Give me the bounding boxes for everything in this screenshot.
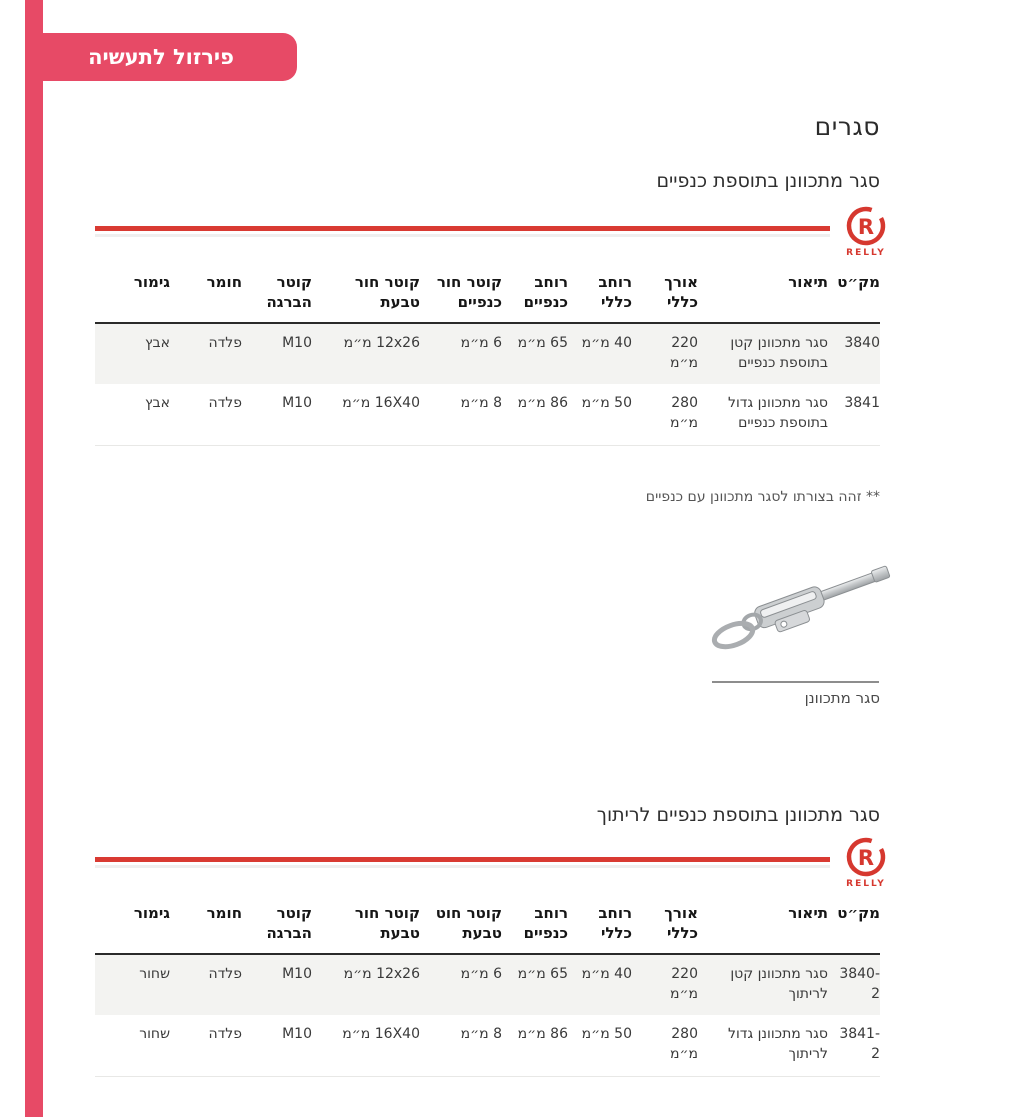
category-badge-label: פירזול לתעשיה bbox=[88, 45, 234, 69]
table-cell: 12x26 מ״מ bbox=[343, 965, 420, 982]
table-cell: 86 מ״מ bbox=[517, 395, 568, 412]
table-row bbox=[95, 384, 880, 445]
table-cell: שחור bbox=[139, 965, 170, 982]
table-cell: 8 מ״מ bbox=[460, 1026, 502, 1043]
table-cell: פלדה bbox=[208, 395, 242, 412]
table-cell: פלדה bbox=[208, 334, 242, 351]
column-header: רוחב כללי bbox=[568, 903, 632, 954]
product-photo bbox=[695, 548, 905, 678]
relly-logo-text: RELLY bbox=[846, 248, 886, 258]
table-cell: סגר מתכוונן גדול לריתוך bbox=[727, 1026, 828, 1063]
page-title: סגרים bbox=[814, 112, 880, 141]
table-cell: M10 bbox=[282, 965, 312, 982]
table-cell: M10 bbox=[282, 334, 312, 351]
column-header: קוטר חור טבעת bbox=[312, 272, 420, 323]
table-cell: פלדה bbox=[208, 965, 242, 982]
table-cell: סגר מתכוונן קטן בתוספת כנפיים bbox=[730, 334, 828, 371]
table-cell: 220 מ״מ bbox=[669, 334, 698, 371]
column-header: תיאור bbox=[698, 903, 828, 954]
column-header: מק״ט bbox=[828, 903, 880, 954]
column-header: מק״ט bbox=[828, 272, 880, 323]
spec-table-wings bbox=[95, 272, 880, 446]
table-cell: 12x26 מ״מ bbox=[343, 334, 420, 351]
column-header: רוחב כנפיים bbox=[502, 272, 568, 323]
table-row bbox=[95, 954, 880, 1016]
table-cell: 3840 bbox=[844, 334, 880, 351]
relly-logo-icon bbox=[845, 836, 887, 878]
table-cell: 280 מ״מ bbox=[669, 1026, 698, 1063]
section1-red-rule bbox=[95, 226, 830, 231]
table-cell: 16X40 מ״מ bbox=[342, 395, 420, 412]
table-cell: 40 מ״מ bbox=[581, 965, 632, 982]
table-cell: 220 מ״מ bbox=[669, 965, 698, 1002]
table-cell: 280 מ״מ bbox=[669, 395, 698, 432]
table-cell: 86 מ״מ bbox=[517, 1026, 568, 1043]
table-cell: M10 bbox=[282, 1026, 312, 1043]
figure-caption: סגר מתכוונן bbox=[804, 689, 880, 707]
table-row bbox=[95, 1015, 880, 1076]
table-cell: פלדה bbox=[208, 1026, 242, 1043]
table-cell: 3841 bbox=[844, 395, 880, 412]
table-cell: סגר מתכוונן קטן לריתוך bbox=[730, 965, 828, 1002]
column-header: קוטר חוט טבעת bbox=[420, 903, 502, 954]
table-cell: 50 מ״מ bbox=[581, 1026, 632, 1043]
table-cell: 3840-2 bbox=[839, 965, 880, 1002]
table-cell: 40 מ״מ bbox=[581, 334, 632, 351]
column-header: רוחב כנפיים bbox=[502, 903, 568, 954]
latch-illustration bbox=[695, 548, 905, 678]
column-header: גימור bbox=[95, 272, 170, 323]
column-header: רוחב כללי bbox=[568, 272, 632, 323]
table-cell: 50 מ״מ bbox=[581, 395, 632, 412]
column-header: חומר bbox=[170, 272, 242, 323]
column-header: קוטר חור טבעת bbox=[312, 903, 420, 954]
table-cell: סגר מתכוונן גדול בתוספת כנפיים bbox=[727, 395, 828, 432]
accent-side-bar bbox=[25, 0, 43, 1117]
column-header: קוטר הברגה bbox=[242, 272, 312, 323]
table-cell: שחור bbox=[139, 1026, 170, 1043]
spec-table-welding bbox=[95, 903, 880, 1077]
relly-logo bbox=[841, 205, 891, 258]
column-header: אורך כללי bbox=[632, 903, 698, 954]
column-header: אורך כללי bbox=[632, 272, 698, 323]
svg-text:R: R bbox=[857, 215, 875, 239]
section2-red-rule bbox=[95, 857, 830, 862]
table-cell: 65 מ״מ bbox=[517, 334, 568, 351]
section1-subtitle: סגר מתכוונן בתוספת כנפיים bbox=[656, 170, 880, 192]
footnote: ** זהה בצורתו לסגר מתכוונן עם כנפיים bbox=[645, 489, 880, 505]
column-header: קוטר חור כנפיים bbox=[420, 272, 502, 323]
section1-gray-rule bbox=[95, 234, 830, 237]
table-cell: 8 מ״מ bbox=[460, 395, 502, 412]
svg-text:R: R bbox=[857, 846, 875, 870]
column-header: גימור bbox=[95, 903, 170, 954]
figure-caption-rule bbox=[712, 681, 879, 683]
relly-logo-icon bbox=[845, 205, 887, 247]
table-header-row bbox=[95, 272, 880, 323]
table-cell: אבץ bbox=[144, 395, 170, 412]
column-header: תיאור bbox=[698, 272, 828, 323]
category-badge bbox=[25, 33, 297, 81]
section2-gray-rule bbox=[95, 865, 830, 868]
relly-logo bbox=[841, 836, 891, 889]
table-cell: 6 מ״מ bbox=[460, 965, 502, 982]
table-cell: M10 bbox=[282, 395, 312, 412]
table-cell: 16X40 מ״מ bbox=[342, 1026, 420, 1043]
table-row bbox=[95, 323, 880, 385]
table-cell: אבץ bbox=[144, 334, 170, 351]
relly-logo-text: RELLY bbox=[846, 879, 886, 889]
column-header: חומר bbox=[170, 903, 242, 954]
table-cell: 6 מ״מ bbox=[460, 334, 502, 351]
column-header: קוטר הברגה bbox=[242, 903, 312, 954]
table-cell: 3841-2 bbox=[839, 1026, 880, 1063]
section2-subtitle: סגר מתכוונן בתוספת כנפיים לריתוך bbox=[596, 804, 880, 826]
table-cell: 65 מ״מ bbox=[517, 965, 568, 982]
table-header-row bbox=[95, 903, 880, 954]
